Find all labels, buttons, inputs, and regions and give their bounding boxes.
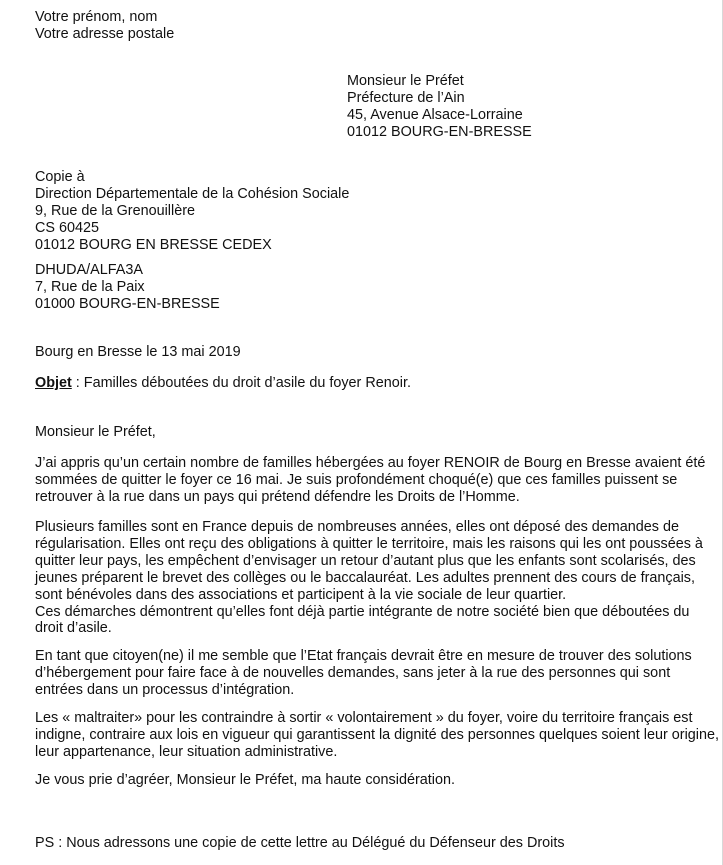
- paragraph-line: J’ai appris qu’un certain nombre de familles hébergées au foyer RENOIR de Bourg en Bresse avaient été: [35, 455, 706, 471]
- sender-block: [35, 9, 174, 43]
- postscript: [35, 835, 565, 852]
- copy-line: 01012 BOURG EN BRESSE CEDEX: [35, 236, 272, 253]
- salutation: [35, 424, 156, 441]
- recipient-line: Monsieur le Préfet: [347, 73, 464, 89]
- paragraph-line: Plusieurs familles sont en France depuis de nombreuses années, elles ont déposé des demandes de: [35, 519, 679, 535]
- paragraph-line: retrouver à la rue dans un pays qui prétend défendre les Droits de l’Homme.: [35, 488, 520, 505]
- closing-text: Je vous prie d’agréer, Monsieur le Préfet, ma haute considération.: [35, 772, 455, 788]
- sender-address: Votre adresse postale: [35, 25, 175, 42]
- paragraph-line: indigne, contraire aux lois en vigueur qui garantissent la dignité des personnes quelques soient leur origine,: [35, 726, 719, 743]
- subject-text: : Familles déboutées du droit d’asile du foyer Renoir.: [71, 375, 411, 391]
- paragraph-line: quitter leur pays, les empêchent d’envisager un retour d’autant plus que les enfants sont scolarisés, des: [35, 552, 696, 569]
- paragraph-line: leur appartenance, leur situation administrative.: [35, 743, 338, 760]
- paragraph-line: jeunes préparent le brevet des collèges ou le baccalauréat. Les adultes prennent des cours de français,: [35, 569, 695, 586]
- salutation-text: Monsieur le Préfet,: [35, 424, 156, 440]
- copy2-block: [35, 262, 220, 313]
- copy-line: 9, Rue de la Grenouillère: [35, 202, 195, 219]
- paragraph-line: régularisation. Elles ont reçu des obligations à quitter le territoire, mais les raisons qui les ont poussées à: [35, 535, 703, 552]
- copy-line: Copie à: [35, 169, 85, 185]
- copy2-line: 01000 BOURG-EN-BRESSE: [35, 295, 220, 312]
- paragraph-line: sont bénévoles dans des associations et participent à la vie sociale de leur quartier.: [35, 586, 567, 603]
- paragraph-line: entrées dans un processus d’intégration.: [35, 681, 295, 698]
- copy2-line: DHUDA/ALFA3A: [35, 262, 143, 278]
- recipient-line: 45, Avenue Alsace-Lorraine: [347, 106, 523, 123]
- paragraph-line: Ces démarches démontrent qu’elles font déjà partie intégrante de notre société bien que déboutées du: [35, 603, 690, 620]
- closing: [35, 772, 455, 789]
- copy-line: Direction Départementale de la Cohésion Sociale: [35, 185, 350, 202]
- recipient-line: Préfecture de l’Ain: [347, 89, 465, 106]
- paragraph-line: En tant que citoyen(ne) il me semble que l’Etat français devrait être en mesure de trouver des solutions: [35, 648, 692, 664]
- subject-label: Objet: [35, 375, 72, 391]
- date-text: Bourg en Bresse le 13 mai 2019: [35, 344, 241, 360]
- paragraph-4: [35, 710, 719, 761]
- paragraph-2: [35, 519, 703, 637]
- paragraph-line: Les « maltraiter» pour les contraindre à sortir « volontairement » du foyer, voire du territoire français est: [35, 710, 693, 726]
- letter-date: [35, 344, 241, 361]
- copy-line: CS 60425: [35, 219, 100, 236]
- postscript-text: PS : Nous adressons une copie de cette lettre au Délégué du Défenseur des Droits: [35, 835, 565, 851]
- paragraph-line: sommées de quitter le foyer ce 16 mai. Je suis profondément choqué(e) que ces familles puissent se: [35, 471, 678, 488]
- sender-name: Votre prénom, nom: [35, 9, 158, 25]
- paragraph-1: [35, 455, 705, 506]
- paragraph-line: droit d’asile.: [35, 620, 112, 637]
- copy-block: [35, 169, 349, 254]
- paragraph-line: d’hébergement pour faire face à de nouvelles demandes, sans jeter à la rue des personnes qui sont: [35, 664, 671, 681]
- subject-line: [35, 375, 411, 392]
- paragraph-3: [35, 648, 692, 699]
- recipient-block: [347, 73, 532, 141]
- recipient-line: 01012 BOURG-EN-BRESSE: [347, 123, 532, 140]
- copy2-line: 7, Rue de la Paix: [35, 278, 145, 295]
